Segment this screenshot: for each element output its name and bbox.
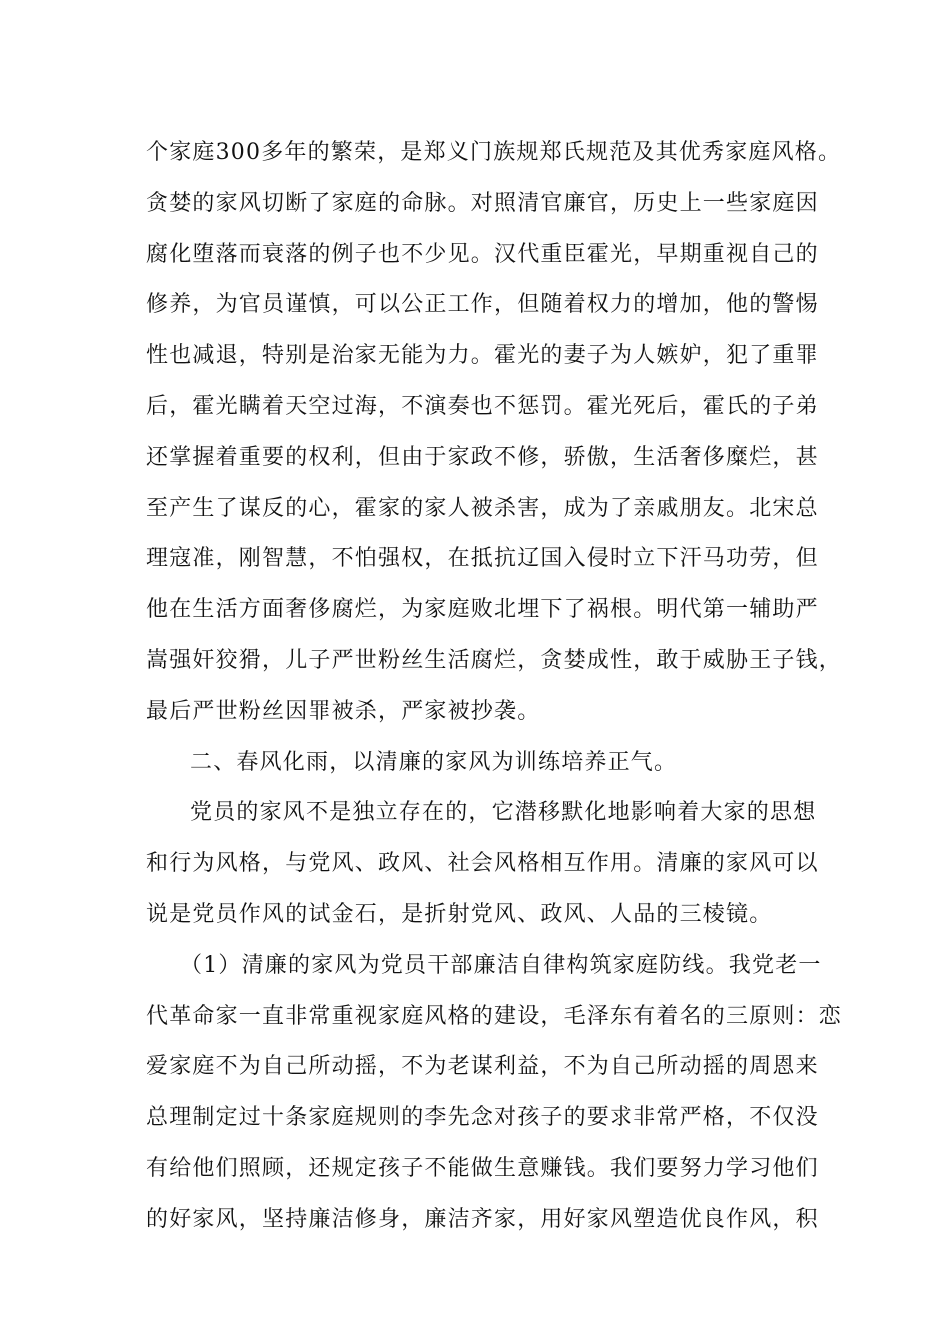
text-line: 和行为风格，与党风、政风、社会风格相互作用。清廉的家风可以: [146, 851, 819, 877]
text-line: 性也减退，特别是治家无能为力。霍光的妻子为人嫉妒，犯了重罪: [146, 343, 819, 369]
text-line: 最后严世粉丝因罪被杀，严家被抄袭。: [146, 698, 541, 724]
subsection-line: （1）清廉的家风为党员干部廉洁自律构筑家庭防线。我党老一: [180, 952, 822, 978]
text-line: 党员的家风不是独立存在的，它潜移默化地影响着大家的思想: [190, 800, 817, 826]
text-line: 代革命家一直非常重视家庭风格的建设，毛泽东有着名的三原则：恋: [146, 1003, 843, 1029]
text-line: 有给他们照顾，还规定孩子不能做生意赚钱。我们要努力学习他们: [146, 1155, 819, 1181]
text-line: 至产生了谋反的心，霍家的家人被杀害，成为了亲戚朋友。北宋总: [146, 495, 819, 521]
text-line: 说是党员作风的试金石，是折射党风、政风、人品的三棱镜。: [146, 901, 773, 927]
text-line: 腐化堕落而衰落的例子也不少见。汉代重臣霍光，早期重视自己的: [146, 241, 819, 267]
text-line: 总理制定过十条家庭规则的李先念对孩子的要求非常严格，不仅没: [146, 1105, 819, 1131]
text-line: 修养，为官员谨慎，可以公正工作，但随着权力的增加，他的警惕: [146, 292, 819, 318]
text-line: 的好家风，坚持廉洁修身，廉洁齐家，用好家风塑造优良作风，积: [146, 1206, 819, 1232]
text-line: 个家庭300多年的繁荣，是郑义门族规郑氏规范及其优秀家庭风格。: [146, 140, 842, 165]
text-line: 后，霍光瞒着天空过海，不演奏也不惩罚。霍光死后，霍氏的子弟: [146, 393, 819, 419]
section-heading: 二、春风化雨，以清廉的家风为训练培养正气。: [190, 749, 678, 775]
document-body: [146, 128, 843, 1246]
text-line: 爱家庭不为自己所动摇，不为老谋利益，不为自己所动摇的周恩来: [146, 1054, 819, 1080]
text-line: 他在生活方面奢侈腐烂，为家庭败北埋下了祸根。明代第一辅助严: [146, 597, 819, 623]
text-line: 贪婪的家风切断了家庭的命脉。对照清官廉官，历史上一些家庭因: [146, 190, 819, 216]
text-line: 还掌握着重要的权利，但由于家政不修，骄傲，生活奢侈糜烂，甚: [146, 444, 819, 470]
text-line: 嵩强奸狡猾，儿子严世粉丝生活腐烂，贪婪成性，敢于威胁王子钱，: [146, 647, 843, 673]
text-line: 理寇准，刚智慧，不怕强权，在抵抗辽国入侵时立下汗马功劳，但: [146, 546, 819, 572]
